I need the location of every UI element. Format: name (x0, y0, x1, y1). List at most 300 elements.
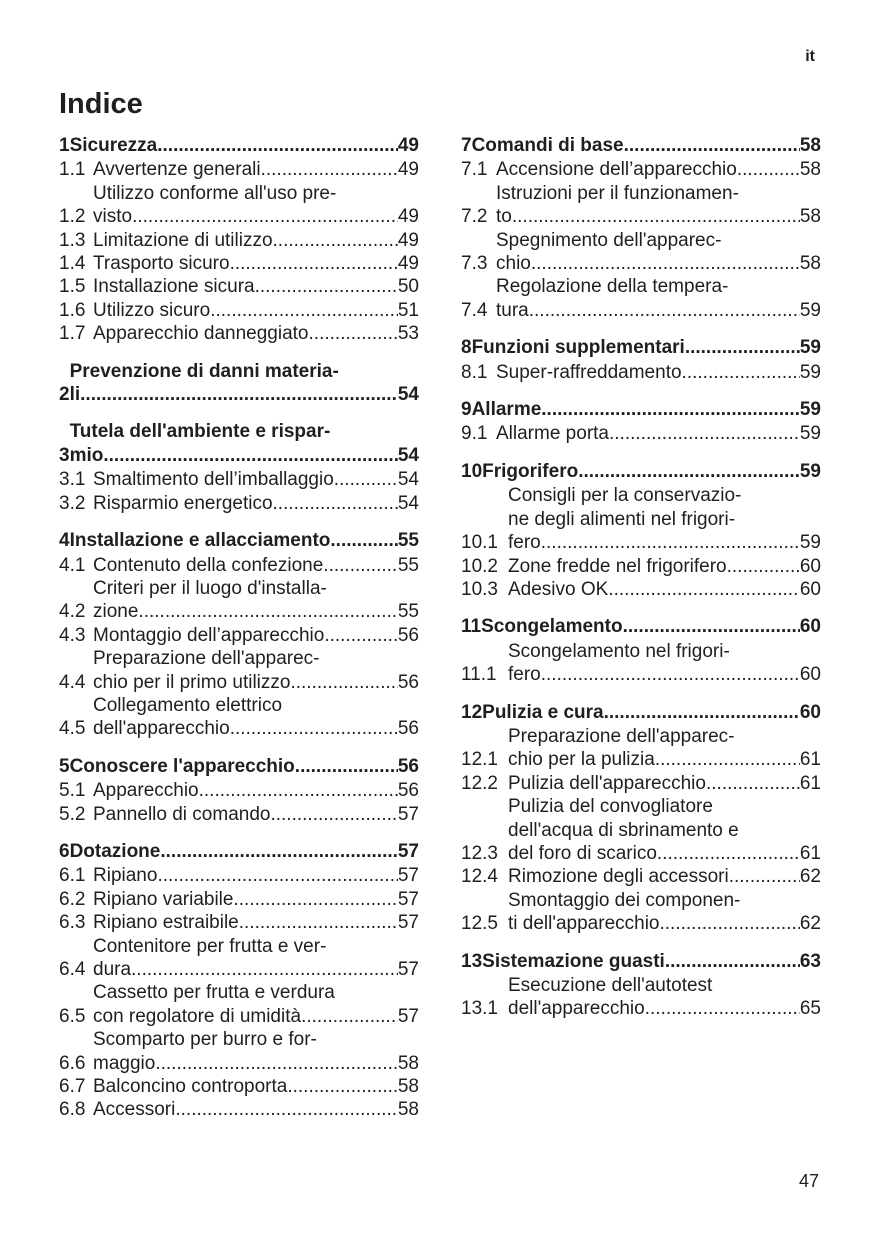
toc-entry-title-line: ne degli alimenti nel frigori- (508, 508, 736, 530)
toc-entry-last-line (496, 158, 821, 181)
toc-entry-last-line (93, 275, 419, 298)
toc-chapter[interactable] (59, 529, 419, 552)
toc-entry-title-line: Spegnimento dell'apparec- (496, 229, 722, 251)
toc-entry-last-line (70, 134, 419, 157)
toc-page-number: 49 (397, 159, 419, 181)
toc-page-number: 57 (397, 959, 419, 980)
toc-page-number: 49 (397, 253, 419, 275)
toc-entry-last-line (508, 663, 821, 686)
toc-page-number: 55 (397, 554, 419, 576)
toc-subsection[interactable] (59, 864, 419, 887)
toc-page-number: 59 (799, 423, 821, 445)
toc-leader-dots (273, 492, 398, 515)
toc-entry-text (93, 492, 419, 515)
toc-entry-title-line: Pulizia dell'apparecchio (508, 772, 706, 794)
toc-entry-text (93, 935, 419, 982)
toc-entry-title-line: Smontaggio dei componen- (508, 889, 741, 911)
toc-leader-dots (655, 748, 800, 771)
toc-entry-last-line (472, 398, 821, 421)
toc-page-number: 59 (799, 532, 821, 554)
toc-subsection[interactable] (59, 647, 419, 694)
toc-leader-dots (323, 554, 398, 577)
toc-entry-text (481, 615, 821, 638)
toc-entry-number: 3.1 (59, 469, 86, 491)
toc-entry-title-line: Zone fredde nel frigorifero (508, 555, 727, 577)
toc-page-number: 57 (397, 865, 419, 887)
toc-entry-number: 4.5 (59, 718, 86, 740)
toc-subsection[interactable] (59, 935, 419, 982)
toc-entry-title-line: Super-raffreddamento (496, 361, 682, 383)
toc-entry-number: 6.6 (59, 1052, 86, 1074)
toc-entry-title-line: Conoscere l'apparecchio (69, 755, 295, 777)
toc-entry-number: 1.2 (59, 206, 86, 228)
toc-entry-last-line (472, 336, 821, 359)
toc-entry-text (93, 694, 419, 741)
toc-entry-number: 12 (461, 701, 483, 723)
toc-entry-text (93, 981, 419, 1028)
toc-entry-title-line: Istruzioni per il funzionamen- (496, 182, 739, 204)
toc-entry-text (93, 252, 419, 275)
toc-chapter[interactable] (461, 615, 821, 638)
toc-section (461, 701, 821, 936)
toc-page-number: 58 (799, 159, 821, 181)
toc-page-number: 58 (397, 1099, 419, 1121)
toc-page-number: 55 (397, 601, 419, 623)
toc-subsection[interactable] (59, 468, 419, 491)
toc-entry-title-line: Scongelamento nel frigori- (508, 640, 730, 662)
toc-entry-title-line: visto (93, 206, 133, 228)
toc-subsection[interactable] (461, 725, 821, 772)
toc-subsection[interactable] (461, 640, 821, 687)
toc-entry-title-line: dell'apparecchio (508, 998, 645, 1020)
toc-chapter[interactable] (461, 950, 821, 973)
toc-entry-title-line: Apparecchio danneggiato (93, 323, 309, 345)
toc-entry-number: 6.5 (59, 1005, 86, 1027)
toc-page-number: 57 (397, 803, 419, 825)
toc-entry-text (508, 640, 821, 687)
toc-leader-dots (608, 578, 800, 601)
toc-entry-text (93, 554, 419, 577)
toc-subsection[interactable] (59, 694, 419, 741)
toc-entry-text (93, 468, 419, 491)
toc-leader-dots (199, 779, 398, 802)
toc-chapter[interactable] (461, 336, 821, 359)
toc-entry-text (508, 795, 821, 865)
language-label: it (805, 48, 815, 65)
toc-entry-text (93, 229, 419, 252)
toc-entry-text (70, 755, 419, 778)
toc-subsection[interactable] (59, 229, 419, 252)
toc-entry-number: 4.3 (59, 624, 86, 646)
toc-leader-dots (157, 134, 398, 157)
toc-entry-last-line (93, 322, 419, 345)
toc-entry-last-line (93, 779, 419, 802)
toc-leader-dots (230, 717, 398, 740)
toc-leader-dots (290, 671, 397, 694)
toc-entry-title-line: li (69, 384, 81, 406)
toc-entry-number: 4.4 (59, 671, 86, 693)
toc-leader-dots (645, 997, 800, 1020)
toc-entry-last-line (70, 755, 419, 778)
toc-subsection[interactable] (461, 361, 821, 384)
toc-entry-last-line (93, 600, 419, 623)
toc-entry-title-line: Ripiano (93, 865, 158, 887)
toc-entry-title-line: Utilizzo sicuro (93, 299, 211, 321)
toc-entry-number: 5.1 (59, 780, 86, 802)
toc-entry-text (93, 888, 419, 911)
toc-page-number: 65 (799, 998, 821, 1020)
toc-subsection[interactable] (461, 182, 821, 229)
toc-chapter[interactable] (59, 420, 419, 467)
toc-page-number: 58 (397, 1052, 419, 1074)
toc-page-number: 61 (799, 772, 821, 794)
toc-leader-dots (255, 275, 398, 298)
toc-entry-text (70, 840, 419, 863)
toc-subsection[interactable] (59, 252, 419, 275)
toc-subsection[interactable] (59, 182, 419, 229)
toc-subsection[interactable] (461, 578, 821, 601)
toc-entry-title-line: Installazione e allacciamento (69, 530, 331, 552)
toc-entry-number: 13.1 (461, 998, 498, 1020)
toc-subsection[interactable] (461, 974, 821, 1021)
toc-entry-text (93, 577, 419, 624)
toc-entry-title-line: Limitazione di utilizzo (93, 229, 273, 251)
toc-chapter[interactable] (59, 755, 419, 778)
toc-leader-dots (261, 158, 398, 181)
toc-page-number: 59 (799, 460, 821, 482)
toc-page-number: 59 (799, 337, 821, 359)
toc-entry-last-line (496, 361, 821, 384)
toc-page-number: 55 (397, 530, 419, 552)
toc-entry-number: 7.1 (461, 159, 488, 181)
toc-entry-last-line (508, 531, 821, 554)
toc-entry-number: 4.1 (59, 554, 86, 576)
toc-page-number: 57 (397, 912, 419, 934)
toc-entry-title-line: mio (69, 444, 104, 466)
toc-subsection[interactable] (461, 889, 821, 936)
toc-entry-number: 3.2 (59, 492, 86, 514)
toc-entry-last-line (70, 529, 419, 552)
toc-entry-text (93, 911, 419, 934)
toc-entry-last-line (508, 772, 821, 795)
toc-entry-number: 12.3 (461, 842, 498, 864)
toc-entry-last-line (93, 624, 419, 647)
toc-entry-last-line (508, 842, 821, 865)
toc-entry-title-line: Pulizia e cura (482, 701, 604, 723)
toc-entry-last-line (508, 865, 821, 888)
toc-entry-title-line: Allarme porta (496, 423, 609, 445)
toc-entry-text (93, 624, 419, 647)
toc-page-number: 54 (397, 492, 419, 514)
toc-leader-dots (157, 864, 397, 887)
toc-page-number: 63 (799, 950, 821, 972)
toc-entry-last-line (93, 958, 419, 981)
toc-leader-dots (175, 1098, 398, 1121)
toc-page-number: 61 (799, 749, 821, 771)
toc-entry-number: 6.3 (59, 912, 86, 934)
toc-subsection[interactable] (59, 779, 419, 802)
toc-entry-text (93, 322, 419, 345)
toc-entry-number: 10.2 (461, 555, 498, 577)
toc-entry-text (496, 182, 821, 229)
toc-entry-title-line: Pulizia del convogliatore (508, 796, 713, 818)
toc-leader-dots (541, 531, 800, 554)
toc-entry-number: 1 (59, 135, 70, 156)
toc-entry-text (508, 725, 821, 772)
toc-entry-number: 5 (59, 755, 70, 777)
toc-page-number: 49 (397, 135, 419, 156)
toc-subsection[interactable] (59, 275, 419, 298)
toc-page-number: 58 (799, 135, 821, 156)
toc-entry-number: 8.1 (461, 361, 488, 383)
toc-entry-text (496, 275, 821, 322)
toc-leader-dots (685, 336, 800, 359)
toc-entry-text (70, 529, 419, 552)
toc-subsection[interactable] (461, 484, 821, 554)
toc-page-number: 49 (397, 229, 419, 251)
toc-entry-last-line (93, 158, 419, 181)
toc-entry-last-line (93, 864, 419, 887)
toc-entry-title-line: Cassetto per frutta e verdura (93, 982, 335, 1004)
toc-entry-last-line (482, 460, 821, 483)
toc-page-number: 58 (397, 1076, 419, 1098)
toc-entry-title-line: tura (496, 299, 529, 321)
toc-subsection[interactable] (59, 492, 419, 515)
toc-entry-number: 10.1 (461, 532, 498, 554)
toc-entry-last-line (481, 615, 821, 638)
toc-subsection[interactable] (461, 229, 821, 276)
toc-subsection[interactable] (59, 803, 419, 826)
toc-entry-title-line: Collegamento elettrico (93, 694, 283, 716)
toc-entry-text (93, 803, 419, 826)
toc-entry-text (508, 889, 821, 936)
toc-entry-last-line (496, 252, 821, 275)
toc-entry-number: 6.7 (59, 1076, 86, 1098)
toc-page-number: 60 (799, 701, 821, 723)
toc-entry-number: 1.1 (59, 159, 86, 181)
toc-entry-number: 13 (461, 950, 483, 972)
toc-entry-text (93, 1075, 419, 1098)
toc-entry-text (508, 555, 821, 578)
toc-entry-number: 8 (461, 337, 472, 359)
toc-entry-number: 6.4 (59, 959, 86, 980)
toc-page-number: 54 (397, 384, 419, 406)
toc-subsection[interactable] (59, 981, 419, 1028)
toc-section (461, 615, 821, 686)
toc-entry-text (496, 422, 821, 445)
toc-section (461, 398, 821, 446)
toc-entry-title-line: con regolatore di umidità (93, 1005, 302, 1027)
toc-section (59, 529, 419, 741)
toc-page-number: 59 (799, 361, 821, 383)
toc-page-number: 60 (799, 578, 821, 600)
toc-entry-title-line: Smaltimento dell’imballaggio (93, 469, 334, 491)
toc-page-number: 51 (397, 299, 419, 321)
toc-entry-title-line: dell'apparecchio (93, 718, 230, 740)
toc-entry-text (508, 865, 821, 888)
toc-page-number: 59 (799, 399, 821, 421)
toc-leader-dots (531, 252, 800, 275)
toc-leader-dots (541, 398, 800, 421)
toc-leader-dots (301, 1005, 398, 1028)
toc-leader-dots (578, 460, 800, 483)
toc-leader-dots (132, 205, 398, 228)
toc-subsection[interactable] (59, 888, 419, 911)
toc-chapter[interactable] (461, 701, 821, 724)
toc-entry-text (472, 398, 821, 421)
toc-page-number: 50 (397, 276, 419, 298)
toc-entry-last-line (93, 1098, 419, 1121)
toc-entry-title-line: Balconcino controporta (93, 1076, 288, 1098)
toc-section (59, 360, 419, 407)
toc-page-number: 53 (397, 323, 419, 345)
toc-entry-title-line: Frigorifero (482, 460, 579, 482)
toc-page-number: 56 (397, 780, 419, 802)
toc-leader-dots (270, 803, 397, 826)
toc-leader-dots (737, 158, 800, 181)
toc-entry-last-line (93, 299, 419, 322)
toc-entry-text (472, 134, 821, 157)
toc-entry-last-line (93, 205, 419, 228)
toc-entry-title-line: Sistemazione guasti (482, 950, 665, 972)
toc-entry-last-line (93, 803, 419, 826)
toc-section (59, 755, 419, 826)
toc-leader-dots (160, 840, 398, 863)
toc-entry-text (70, 360, 419, 407)
toc-entry-last-line (508, 997, 821, 1020)
toc-leader-dots (334, 468, 398, 491)
toc-subsection[interactable] (59, 299, 419, 322)
toc-subsection[interactable] (59, 624, 419, 647)
toc-subsection[interactable] (461, 795, 821, 865)
toc-leader-dots (287, 1075, 398, 1098)
toc-entry-title-line: fero (508, 532, 541, 554)
toc-subsection[interactable] (59, 1098, 419, 1121)
toc-entry-last-line (70, 383, 419, 406)
toc-entry-number: 6.2 (59, 888, 86, 910)
toc-leader-dots (609, 422, 800, 445)
toc-entry-title-line: Accensione dell’apparecchio (496, 159, 737, 181)
toc-section (59, 134, 419, 346)
toc-subsection[interactable] (59, 158, 419, 181)
toc-chapter[interactable] (461, 460, 821, 483)
toc-leader-dots (324, 624, 398, 647)
toc-subsection[interactable] (461, 555, 821, 578)
toc-section (461, 460, 821, 601)
toc-entry-title-line: zione (93, 601, 139, 623)
toc-leader-dots (80, 383, 398, 406)
toc-entry-number: 12.5 (461, 913, 498, 935)
toc-entry-title-line: Criteri per il luogo d'installa- (93, 577, 327, 599)
toc-entry-text (93, 779, 419, 802)
toc-entry-title-line: Ripiano estraibile (93, 912, 239, 934)
page-number: 47 (798, 1171, 819, 1191)
toc-entry-number: 3 (59, 444, 70, 466)
toc-leader-dots (233, 888, 397, 911)
toc-chapter[interactable] (59, 840, 419, 863)
toc-leader-dots (706, 772, 800, 795)
toc-entry-text (70, 420, 419, 467)
toc-leader-dots (131, 958, 398, 981)
toc-subsection[interactable] (461, 772, 821, 795)
toc-section (59, 840, 419, 1122)
toc-page-number: 56 (397, 718, 419, 740)
toc-page-number: 57 (397, 840, 419, 862)
toc-subsection[interactable] (59, 1075, 419, 1098)
toc-entry-title-line: Risparmio energetico (93, 492, 273, 514)
toc-entry-number: 7 (461, 135, 472, 156)
toc-leader-dots (660, 912, 800, 935)
toc-entry-last-line (496, 422, 821, 445)
toc-page-number: 57 (397, 1005, 419, 1027)
toc-entry-title-line: Comandi di base (471, 135, 624, 156)
toc-leader-dots (529, 299, 800, 322)
toc-entry-last-line (482, 701, 821, 724)
toc-leader-dots (682, 361, 800, 384)
toc-leader-dots (657, 842, 800, 865)
toc-page-number: 62 (799, 866, 821, 888)
toc-entry-title-line: dura (93, 959, 132, 980)
toc-subsection[interactable] (59, 1028, 419, 1075)
toc-subsection[interactable] (59, 577, 419, 624)
toc-page-number: 62 (799, 913, 821, 935)
toc-subsection[interactable] (461, 422, 821, 445)
toc-entry-number: 9.1 (461, 423, 488, 445)
toc-entry-title-line: maggio (93, 1052, 156, 1074)
toc-entry-last-line (93, 888, 419, 911)
toc-entry-last-line (70, 840, 419, 863)
toc-entry-title-line: Contenitore per frutta e ver- (93, 935, 327, 957)
toc-leader-dots (230, 252, 398, 275)
toc-entry-title-line: Adesivo OK (508, 578, 609, 600)
toc-leader-dots (541, 663, 800, 686)
toc-entry-text (508, 772, 821, 795)
toc-leader-dots (273, 229, 398, 252)
toc-chapter[interactable] (59, 360, 419, 407)
toc-entry-last-line (93, 554, 419, 577)
toc-entry-number: 1.7 (59, 323, 86, 345)
toc-chapter[interactable] (461, 398, 821, 421)
toc-entry-title-line: ti dell'apparecchio (508, 913, 660, 935)
toc-entry-title-line: Scomparto per burro e for- (93, 1029, 317, 1051)
toc-chapter[interactable] (461, 134, 821, 157)
toc-subsection[interactable] (461, 158, 821, 181)
toc-entry-number: 1.3 (59, 229, 86, 251)
toc-entry-number: 10 (461, 460, 483, 482)
toc-leader-dots (729, 865, 800, 888)
toc-entry-number: 11.1 (461, 664, 497, 686)
toc-entry-text (482, 460, 821, 483)
toc-page-number: 54 (397, 469, 419, 491)
toc-entry-number: 4 (59, 530, 70, 552)
toc-entry-text (496, 229, 821, 276)
toc-entry-last-line (508, 578, 821, 601)
toc-entry-last-line (93, 229, 419, 252)
toc-page-number: 49 (397, 206, 419, 228)
toc-page-number: 57 (397, 888, 419, 910)
toc-page-number: 61 (799, 842, 821, 864)
toc-page-number: 60 (799, 664, 821, 686)
toc-subsection[interactable] (461, 275, 821, 322)
toc-subsection[interactable] (59, 322, 419, 345)
toc-subsection[interactable] (59, 554, 419, 577)
toc-section (59, 420, 419, 515)
toc-chapter[interactable] (59, 134, 419, 157)
toc-subsection[interactable] (59, 911, 419, 934)
toc-leader-dots (155, 1052, 398, 1075)
toc-subsection[interactable] (461, 865, 821, 888)
toc-entry-title-line: Tutela dell'ambiente e rispar- (69, 421, 331, 443)
